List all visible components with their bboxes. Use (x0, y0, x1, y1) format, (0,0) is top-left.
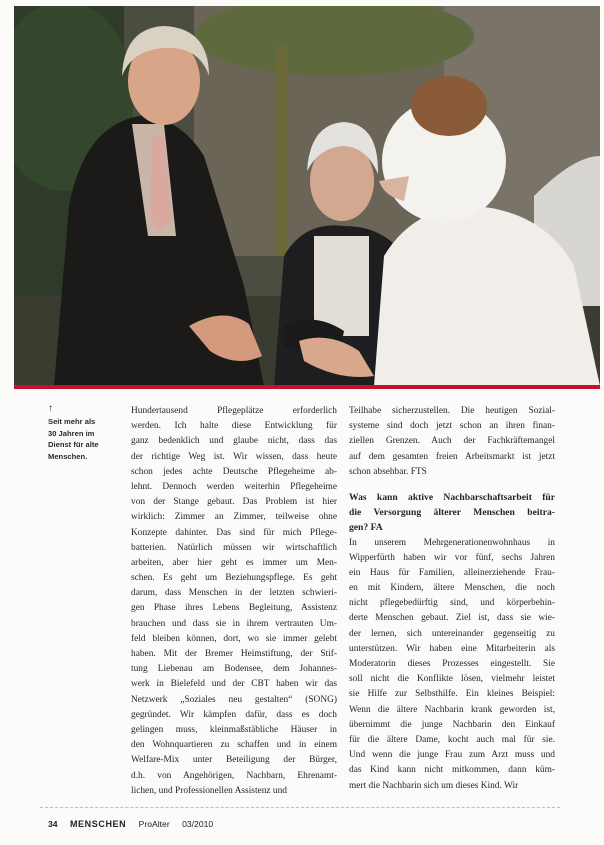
text-line: ziellen Grenzen. Auch der Fachkräftemangel (349, 436, 555, 447)
text-line: d.h. von Angehörigen, Nachbarn, Ehrenamt- (131, 770, 337, 781)
page-number: 34 (48, 819, 58, 829)
text-line: mert die Nachbarin sich um dieses Kind. Wir (349, 780, 519, 791)
text-line: werk in Bielefeld und der CBT haben wir das (131, 679, 337, 690)
text-line: schon jedes achte Deutsche Pflegeheime ab- (131, 466, 337, 477)
text-line: sie Hilfe zur Selbsthilfe. Ein kleines Beispiel: (349, 689, 555, 700)
text-line: tung Liebenau am Bodensee, dem Johannes- (131, 664, 337, 675)
text-line: übernimmt die junge Nachbarin den Einkauf (349, 719, 555, 730)
question-line: Was kann aktive Nachbarschaftsarbeit für (349, 491, 555, 503)
text-line: wirklich: Zimmer an Zimmer, teilweise ohne (131, 512, 337, 523)
article-column-left (131, 404, 337, 799)
text-line: haben. Mit der Bremer Heimstiftung, der Stif- (131, 649, 337, 659)
text-line: lichen, und Professionellen Assistenz und (131, 785, 287, 796)
text-line: gelingen muss, kleinmaßstäbliche Häuser in (131, 724, 337, 735)
text-line: systeme sind doch jetzt schon an ihren finan- (349, 421, 555, 432)
text-line: soll nicht die Konflikte lösen, vielmehr leistet (349, 674, 555, 685)
question-line: die Versorgung älterer Menschen beitra- (349, 507, 555, 519)
answer-paragraph (349, 404, 555, 480)
footer-divider (40, 807, 560, 808)
text-line: den Wohnquartieren zu schaffen und in einem (131, 740, 337, 751)
interview-question (349, 490, 555, 536)
text-line: Und wenn die junge Frau zum Arzt muss und (349, 750, 555, 761)
text-line: arbeiten, aber hier geht es immer um Men- (131, 557, 337, 568)
article-photo (14, 6, 600, 386)
text-line: für die ältere Dame, kocht auch mal für sie. (349, 734, 555, 745)
text-line: lehnt. Dennoch werden weiterhin Pflegeheime (131, 481, 337, 492)
text-line: Konzepte dahinter. Das sind für mich Pflege- (131, 527, 337, 538)
text-line: batterien. Natürlich müssen wir wirtschaftlich (131, 542, 337, 553)
text-line: der lernen, sich untereinander gegenseitig zu (349, 628, 555, 639)
text-line: werden. Ich halte diese Entwicklung für (131, 421, 337, 432)
text-line: Hundertausend Pflegeplätze erforderlich (131, 406, 337, 416)
page-footer (48, 819, 213, 829)
text-line: schen. Es geht um Beziehungspflege. Es geht (131, 573, 337, 584)
text-line: Welfare-Mix unter Beteiligung der Bürger, (131, 755, 337, 766)
text-line: brauchen und dass sie in ihrem vertrauten Um- (131, 618, 337, 629)
text-line: der richtige Weg ist. Wir wissen, dass heute (131, 451, 337, 462)
text-line: derte Menschen gebaut. Ziel ist, dass sie wie- (349, 613, 555, 624)
text-line: feld bleiben können, dort, wo sie immer gelebt (131, 633, 337, 644)
text-line: Moderatorin dieses Prozesses eingestellt. Sie (349, 659, 555, 669)
text-line: Teilhabe sicherzustellen. Die heutigen Sozial- (349, 406, 555, 416)
text-line: Netzwerk „Soziales neu gestalten“ (SONG) (131, 694, 337, 705)
text-line: darum, dass Menschen in der letzten schwieri- (131, 588, 337, 599)
text-line: auf dem gesamten freien Arbeitsmarkt ist jetzt (349, 451, 555, 462)
publisher-name: ProAlter (138, 819, 170, 829)
arrow-up-icon: ↑ (48, 403, 53, 414)
text-line: en mit Kindern, ältere Menschen, die noch (349, 583, 555, 594)
text-line: das Kind kann nicht mitkommen, dann küm- (349, 765, 555, 776)
text-line: schon absehbar. FTS (349, 466, 427, 477)
issue-date: 03/2010 (182, 819, 214, 829)
photo-illustration (14, 6, 600, 386)
answer-paragraph-2 (349, 536, 555, 794)
text-line: ganz bedenklich und glaube nicht, dass das (131, 436, 337, 447)
text-line: gen Phase ihres Lebens Begleitung, Assistenz (131, 603, 337, 614)
photo-caption (48, 404, 116, 462)
question-line: gen? FA (349, 522, 383, 534)
article-column-right (349, 404, 555, 794)
magazine-name: MENSCHEN (69, 819, 127, 829)
text-line: gegründet. Wir kämpfen dafür, dass es doch (131, 709, 337, 720)
accent-divider (14, 385, 600, 389)
text-line: unterstützen. Wir haben eine Mitarbeiterin als (349, 643, 555, 654)
text-line: In unserem Mehrgenerationenwohnhaus in (349, 537, 555, 548)
text-line: Wenn die ältere Nachbarin krank geworden ist, (349, 704, 555, 715)
text-line: von der Stange gebaut. Das Problem ist hier (131, 497, 337, 508)
caption-text: Seit mehr als 30 Jahren im Dienst für alte Menschen. (48, 417, 99, 461)
text-line: nicht pflegebedürftig sind, und körperbehin- (349, 598, 555, 609)
text-line: ein Haus für Familien, alleinerziehende Frau- (349, 567, 555, 578)
text-line: Wipperfürth haben wir vor fünf, sechs Jahren (349, 552, 555, 563)
